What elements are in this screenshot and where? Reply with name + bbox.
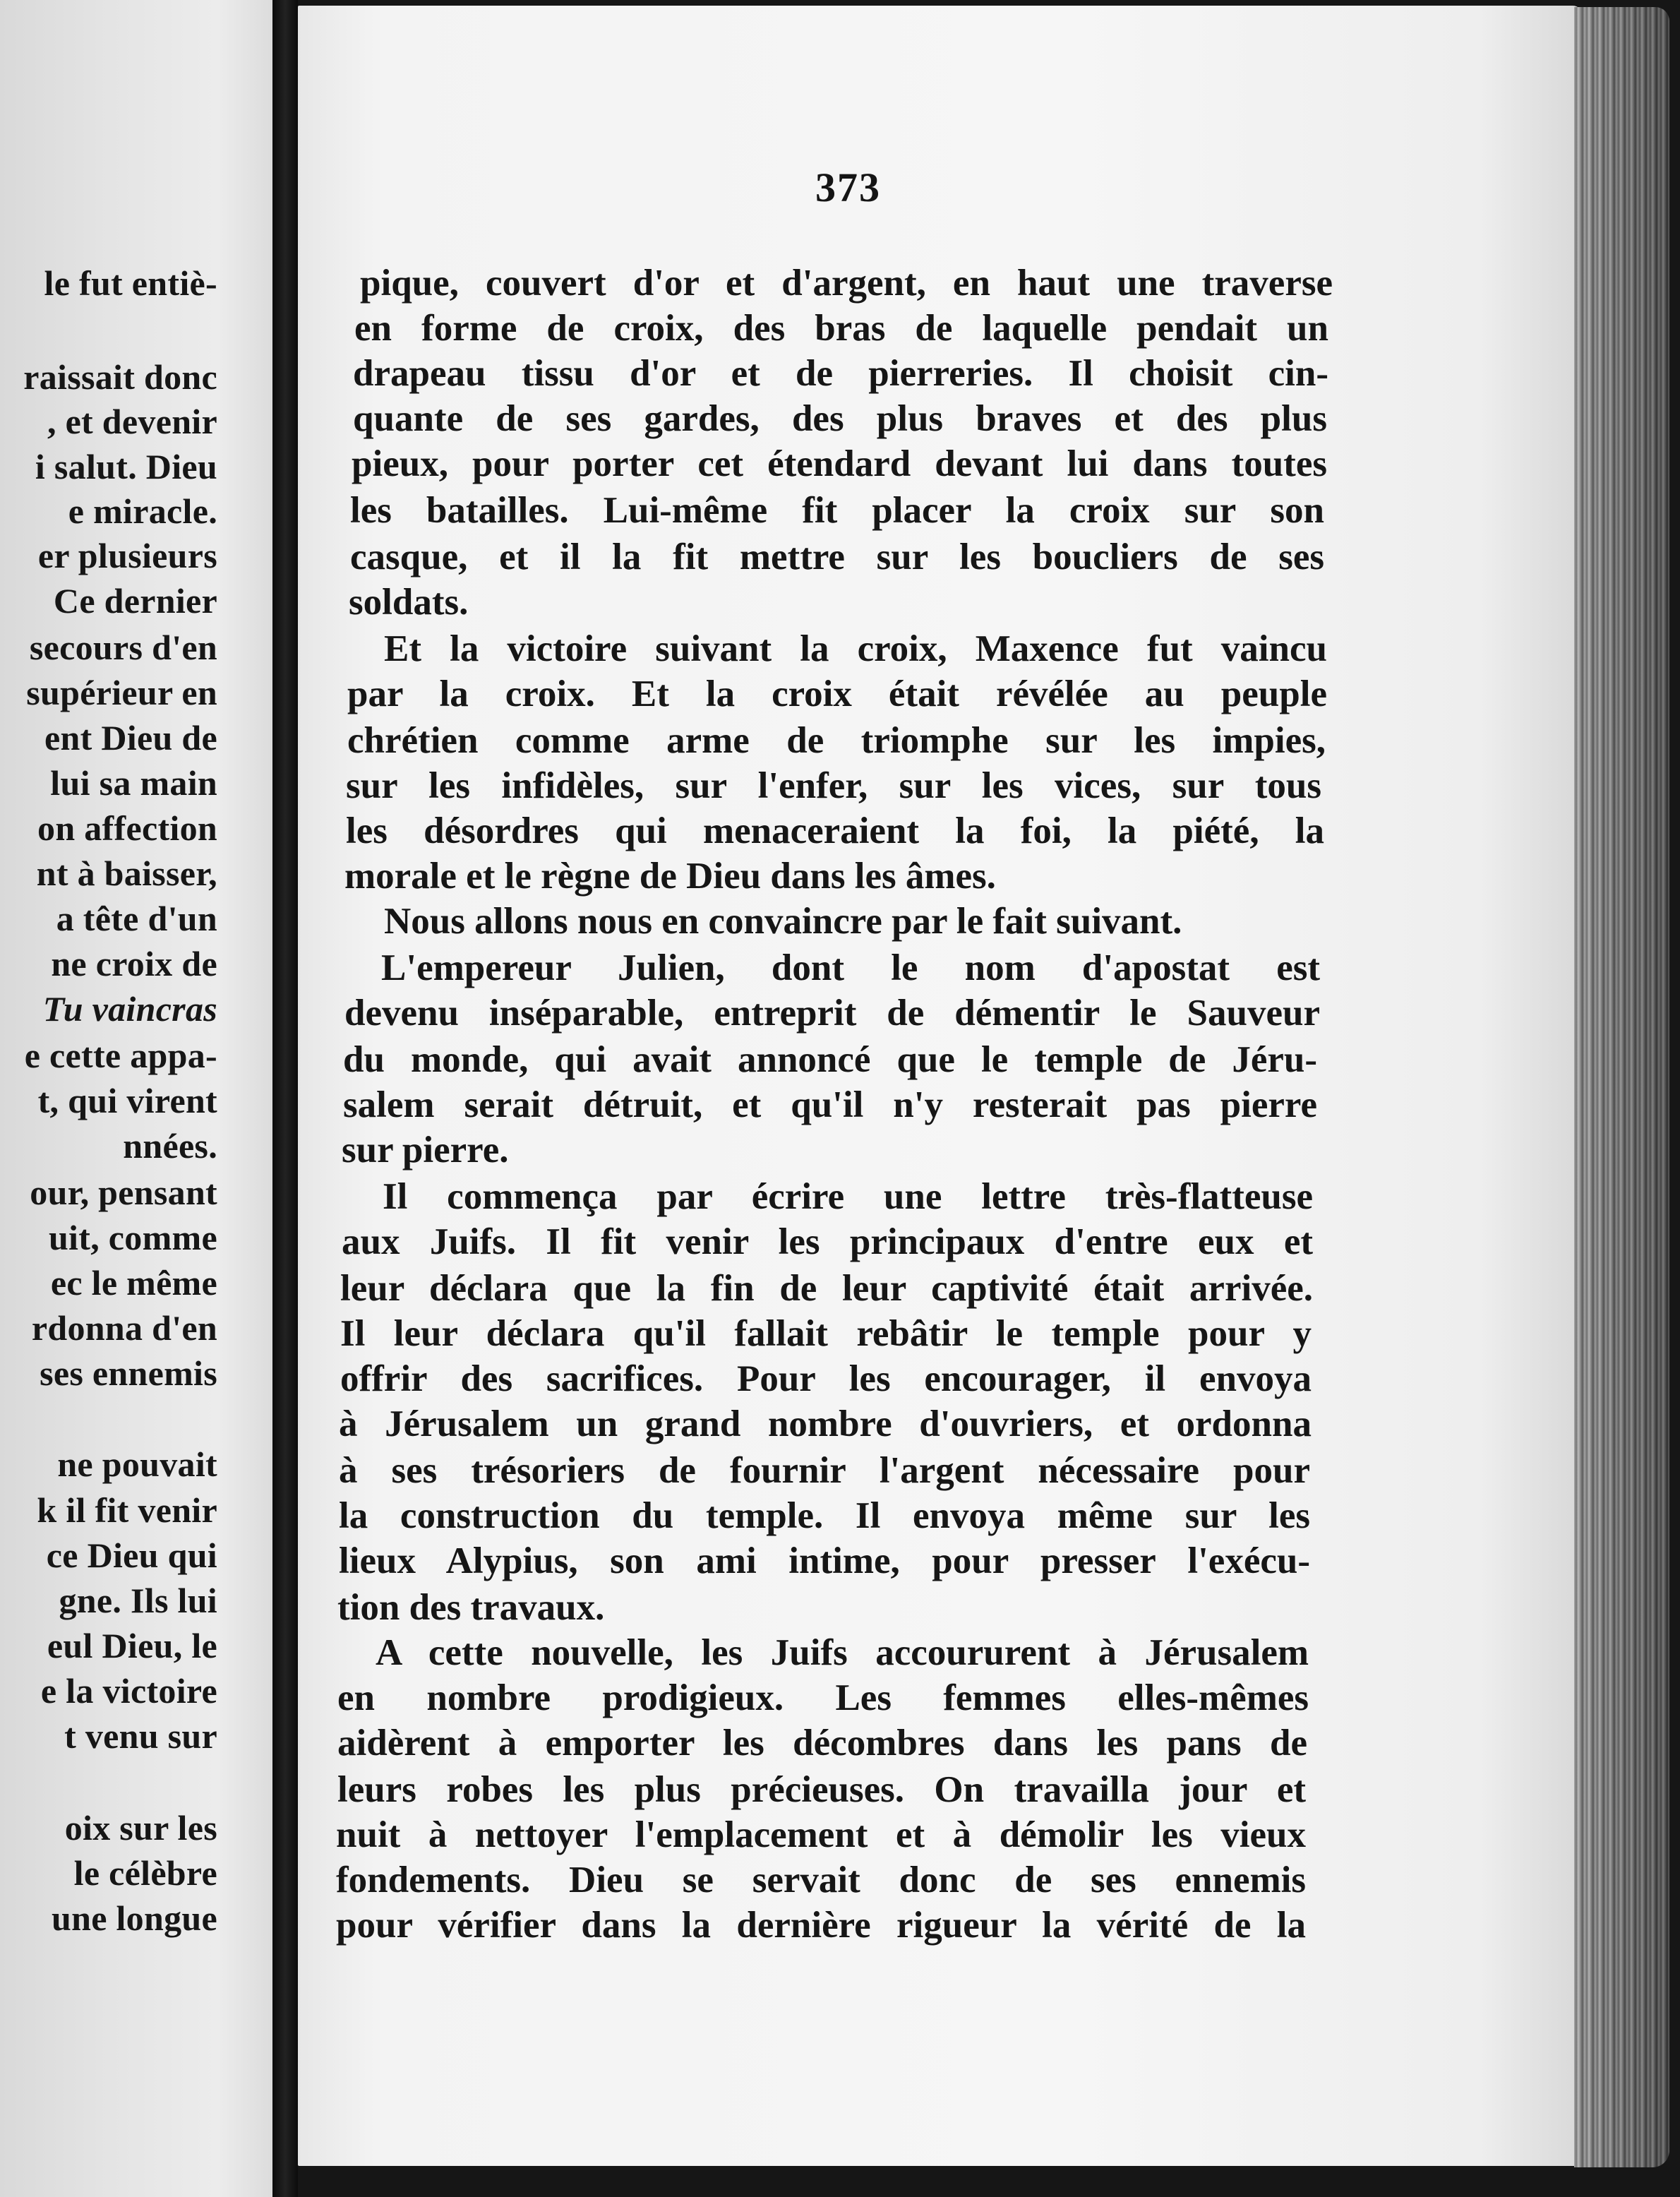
text-line: sur les infidèles, sur l'enfer, sur les vices, sur tous (346, 765, 1321, 806)
left-page-line: ses ennemis (40, 1353, 217, 1393)
text-line: en nombre prodigieux. Les femmes elles-mêmes (337, 1677, 1309, 1718)
text-line: tion des travaux. (337, 1587, 605, 1628)
text-line: lieux Alypius, son ami intime, pour presser l'exécu- (339, 1540, 1310, 1581)
text-line: en forme de croix, des bras de laquelle pendait un (354, 308, 1328, 349)
text-line: sur pierre. (342, 1130, 509, 1171)
left-page-line: le fut entiè- (44, 263, 217, 303)
left-page-line: k il fit venir (37, 1490, 217, 1530)
text-line: pour vérifier dans la dernière rigueur la vérité de la (336, 1905, 1306, 1946)
left-page-line: nnées. (123, 1126, 217, 1166)
left-page-line: , et devenir (47, 402, 217, 441)
text-line: aux Juifs. Il fit venir les principaux d'entre eux et (342, 1221, 1313, 1262)
text-line: leur déclara que la fin de leur captivité était arrivée. (340, 1268, 1313, 1309)
left-page-line: une longue (51, 1898, 217, 1938)
text-line: pique, couvert d'or et d'argent, en haut une traverse (360, 263, 1333, 304)
text-line: morale et le règne de Dieu dans les âmes. (344, 856, 996, 897)
left-page-text (0, 0, 272, 2197)
left-page (0, 0, 272, 2197)
text-line: les désordres qui menaceraient la foi, la piété, la (346, 810, 1324, 851)
text-line: fondements. Dieu se servait donc de ses ennemis (336, 1860, 1306, 1900)
text-line: à Jérusalem un grand nombre d'ouvriers, et ordonna (339, 1403, 1312, 1444)
text-line: Et la victoire suivant la croix, Maxence fut vaincu (384, 628, 1327, 669)
left-page-line: lui sa main (50, 763, 217, 803)
text-line: du monde, qui avait annoncé que le temple de Jéru- (343, 1039, 1317, 1080)
left-page-line: eul Dieu, le (47, 1626, 217, 1665)
text-line: la construction du temple. Il envoya même sur les (339, 1495, 1310, 1536)
left-page-line: our, pensant (30, 1173, 217, 1212)
left-page-line: er plusieurs (37, 536, 217, 575)
left-page-line: i salut. Dieu (35, 447, 217, 486)
text-line: aidèrent à emporter les décombres dans les pans de (337, 1723, 1307, 1764)
page-edge (1574, 7, 1669, 2167)
left-page-line: Ce dernier (53, 581, 217, 621)
text-line: casque, et il la fit mettre sur les boucliers de ses (350, 537, 1324, 577)
left-page-line: oix sur les (64, 1808, 217, 1848)
text-line: chrétien comme arme de triomphe sur les impies, (347, 720, 1326, 761)
text-line: leurs robes les plus précieuses. On travailla jour et (337, 1769, 1306, 1810)
left-page-line: uit, comme (48, 1218, 217, 1257)
left-page-line: rdonna d'en (31, 1308, 217, 1348)
left-page-line: Tu vaincras (42, 989, 217, 1029)
left-page-line: gne. Ils lui (59, 1581, 217, 1620)
text-line: salem serait détruit, et qu'il n'y resterait pas pierre (343, 1084, 1317, 1125)
text-line: Il leur déclara qu'il fallait rebâtir le temple pour y (340, 1313, 1312, 1354)
left-page-line: e la victoire (40, 1671, 217, 1711)
left-page-line: t, qui virent (37, 1081, 217, 1120)
text-line: soldats. (349, 582, 469, 623)
left-page-line: ne pouvait (57, 1444, 217, 1484)
left-page-line: supérieur en (26, 673, 217, 712)
left-page-line: ne croix de (51, 944, 217, 983)
left-page-line: le célèbre (73, 1853, 217, 1893)
book-gutter (272, 0, 298, 2197)
text-line: devenu inséparable, entreprit de démentir le Sauveur (344, 993, 1320, 1034)
left-page-line: raissait donc (23, 357, 217, 397)
text-line: pieux, pour porter cet étendard devant lui dans toutes (352, 443, 1327, 484)
left-page-line: ce Dieu qui (46, 1535, 217, 1575)
text-line: Il commença par écrire une lettre très-flatteuse (383, 1176, 1313, 1217)
text-line: drapeau tissu d'or et de pierreries. Il choisit cin- (353, 353, 1328, 394)
left-page-line: secours d'en (29, 628, 217, 667)
text-line: quante de ses gardes, des plus braves et des plus (353, 398, 1327, 439)
text-line: A cette nouvelle, les Juifs accoururent à Jérusalem (376, 1632, 1309, 1673)
left-page-line: e cette appa- (24, 1036, 217, 1075)
page-number: 373 (815, 164, 881, 210)
left-page-line: ec le même (50, 1263, 217, 1303)
text-line: les batailles. Lui-même fit placer la croix sur son (350, 490, 1324, 531)
text-line: à ses trésoriers de fournir l'argent nécessaire pour (339, 1450, 1310, 1491)
text-line: offrir des sacrifices. Pour les encourager, il envoya (340, 1358, 1312, 1399)
left-page-line: t venu sur (64, 1716, 217, 1756)
left-page-line: a tête d'un (56, 899, 217, 938)
left-page-line: e miracle. (68, 491, 217, 531)
text-line: L'empereur Julien, dont le nom d'apostat est (381, 947, 1320, 988)
text-line: Nous allons nous en convaincre par le fait suivant. (384, 901, 1182, 942)
text-line: par la croix. Et la croix était révélée au peuple (347, 674, 1327, 714)
left-page-line: ent Dieu de (44, 718, 217, 758)
left-page-line: on affection (37, 808, 217, 848)
left-page-line: nt à baisser, (36, 854, 217, 893)
text-line: nuit à nettoyer l'emplacement et à démolir les vieux (336, 1814, 1306, 1855)
